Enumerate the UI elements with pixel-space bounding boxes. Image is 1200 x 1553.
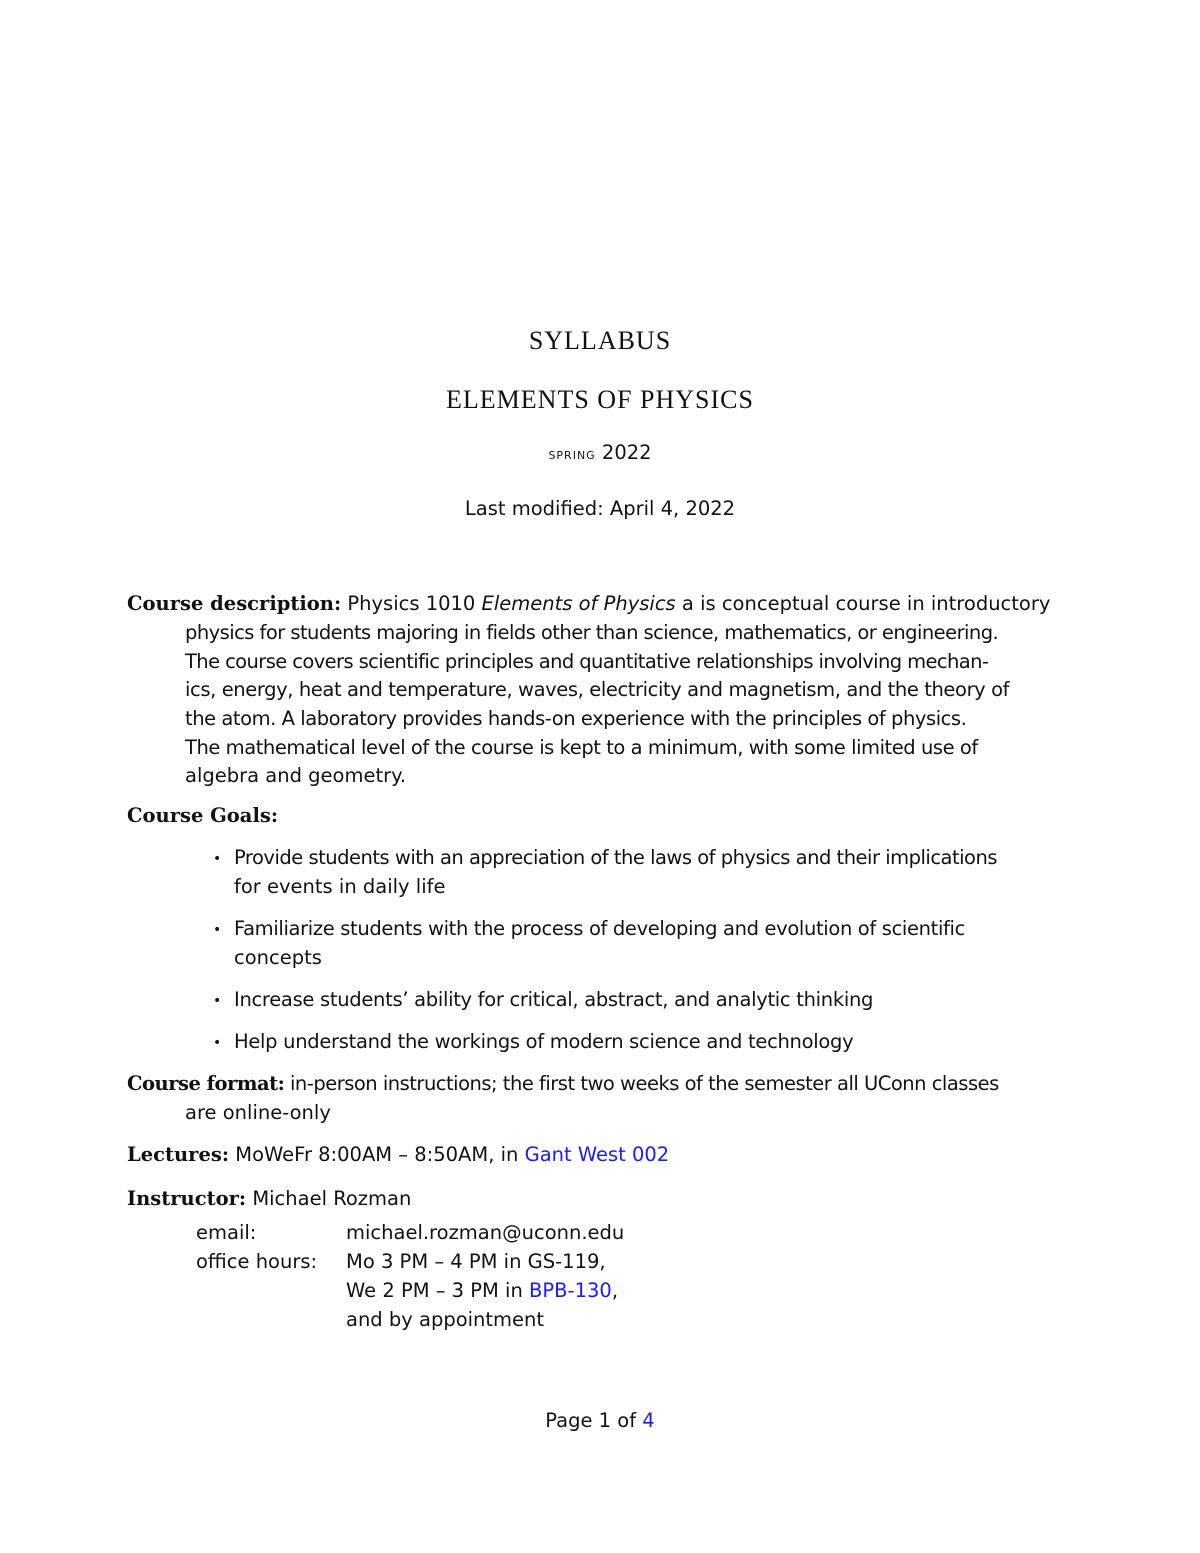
instructor-name: Michael Rozman [252, 1187, 412, 1210]
lectures-line [127, 1140, 669, 1169]
page-of: of [611, 1409, 643, 1432]
description-line-3: The course covers scientific principles and quantitative relationships involving mechan- [185, 650, 989, 673]
description-line-7: algebra and geometry. [185, 764, 407, 787]
office-hours-line-2-post: , [611, 1279, 619, 1302]
bullet-icon: • [213, 1035, 222, 1051]
instructor-line [127, 1184, 411, 1213]
description-line-5: the atom. A laboratory provides hands-on experience with the principles of physics. [185, 707, 967, 730]
document-title: SYLLABUS [528, 326, 672, 355]
description-line-4: ics, energy, heat and temperature, waves, electricity and magnetism, and the theory of [185, 678, 1010, 701]
document-subtitle: ELEMENTS OF PHYSICS [446, 385, 754, 414]
bullet-icon: • [213, 851, 222, 867]
goals-label: Course Goals: [127, 804, 279, 827]
course-name-italic: Elements of Physics [481, 592, 676, 615]
email-value: michael.rozman@uconn.edu [346, 1221, 625, 1244]
goal-1-line-2: for events in daily life [234, 875, 446, 898]
format-line-1: in-person instructions; the first two weeks of the semester all UConn classes [290, 1072, 999, 1095]
last-modified: Last modified: April 4, 2022 [464, 497, 736, 520]
office-hours-line-2 [346, 1276, 624, 1305]
format-label: Course format: [127, 1072, 285, 1095]
term-year: 2022 [601, 441, 652, 464]
goal-1-line-1: Provide students with an appreciation of the laws of physics and their implications [234, 846, 997, 869]
office-hours-line-1: Mo 3 PM – 4 PM in GS-119, [346, 1250, 606, 1273]
office-hours-line-2-pre: We 2 PM – 3 PM in [346, 1279, 530, 1302]
page-total-link[interactable]: 4 [642, 1409, 655, 1432]
bullet-icon: • [213, 922, 222, 938]
page-current: 1 [598, 1409, 612, 1432]
term-line [0, 438, 1200, 469]
office-hours-line-3: and by appointment [346, 1308, 545, 1331]
goal-2-line-1: Familiarize students with the process of developing and evolution of scientific [234, 917, 965, 940]
page-footer [0, 1406, 1200, 1435]
page-prefix: Page [545, 1409, 599, 1432]
description-line-2: physics for students majoring in fields other than science, mathematics, or engineering. [185, 621, 999, 644]
email-label: email: [196, 1221, 257, 1244]
lectures-label: Lectures: [127, 1143, 230, 1166]
description-line-1-post: a is conceptual course in introductory [675, 592, 1051, 615]
office-hours-label: office hours: [196, 1250, 318, 1273]
description-first-line [127, 589, 1050, 618]
format-line-2: are online-only [185, 1101, 331, 1124]
goal-3-line-1: Increase students’ ability for critical, abstract, and analytic thinking [234, 988, 874, 1011]
lectures-time: MoWeFr 8:00AM – 8:50AM, in [235, 1143, 525, 1166]
description-line-1-pre: Physics 1010 [347, 592, 482, 615]
bullet-icon: • [213, 993, 222, 1009]
description-line-6: The mathematical level of the course is kept to a minimum, with some limited use of [185, 736, 978, 759]
contact-table [196, 1218, 624, 1334]
instructor-label: Instructor: [127, 1187, 247, 1210]
bpb-130-link[interactable]: BPB-130 [529, 1279, 612, 1302]
term-season: spring [548, 445, 596, 463]
goal-2-line-2: concepts [234, 946, 322, 969]
description-label: Course description: [127, 592, 342, 615]
goal-4-line-1: Help understand the workings of modern science and technology [234, 1030, 854, 1053]
lectures-location-link[interactable]: Gant West 002 [524, 1143, 670, 1166]
format-first-line [127, 1069, 999, 1098]
